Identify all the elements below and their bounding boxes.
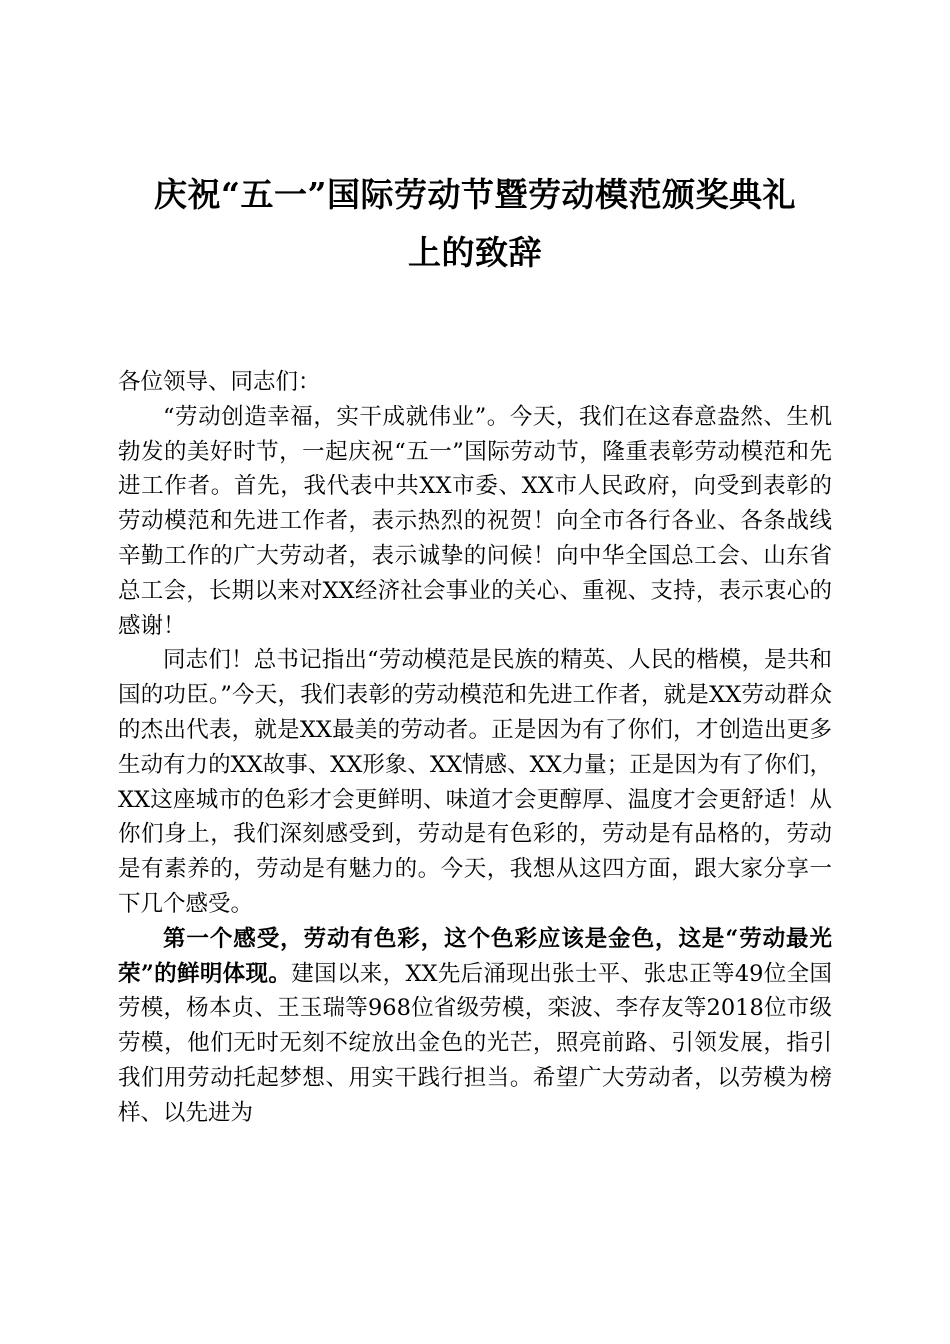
paragraph-3-heading: 第一个感受，劳动有色彩，这个色彩应该是金色，这是“劳动最光荣”的鲜明体现。 — [118, 925, 832, 987]
document-body — [118, 365, 832, 1131]
salutation: 各位领导、同志们： — [118, 369, 321, 395]
title-line-1: 庆祝“五一”国际劳动节暨劳动模范颁奖典礼 — [154, 175, 796, 214]
paragraph-2: 同志们！总书记指出“劳动模范是民族的精英、人民的楷模，是共和国的功臣。”今天，我们表彰的劳动模范和先进工作者，就是XX劳动群众的杰出代表，就是XX最美的劳动者。正是因为有了你们，才创造出更多生动有力的XX故事、XX形象、XX情感、XX力量；正是因为有了你们，XX这座城市的色彩才会更鲜明、味道才会更醇厚、温度才会更舒适！从你们身上，我们深刻感受到，劳动是有色彩的，劳动是有品格的，劳动是有素养的，劳动是有魅力的。今天，我想从这四方面，跟大家分享一下几个感受。 — [118, 647, 832, 917]
paragraph-3 — [118, 922, 832, 1131]
title-line-2: 上的致辞 — [408, 233, 542, 272]
paragraph-1: “劳动创造幸福，实干成就伟业”。今天，我们在这春意盎然、生机勃发的美好时节，一起庆祝“五一”国际劳动节，隆重表彰劳动模范和先进工作者。首先，我代表中共XX市委、XX市人民政府，向受到表彰的劳动模范和先进工作者，表示热烈的祝贺！向全市各行各业、各条战线辛勤工作的广大劳动者，表示诚挚的问候！向中华全国总工会、山东省总工会，长期以来对XX经济社会事业的关心、重视、支持，表示衷心的感谢！ — [118, 403, 832, 639]
paragraph-3-body: 建国以来，XX先后涌现出张士平、张忠正等49位全国劳模，杨本贞、王玉瑞等968位省级劳模，栾波、李存友等2018位市级劳模，他们无时无刻不绽放出金色的光芒，照亮前路、引领发展，指引我们用劳动托起梦想、用实干践行担当。希望广大劳动者，以劳模为榜样、以先进为 — [118, 960, 832, 1126]
document-title — [118, 166, 832, 282]
